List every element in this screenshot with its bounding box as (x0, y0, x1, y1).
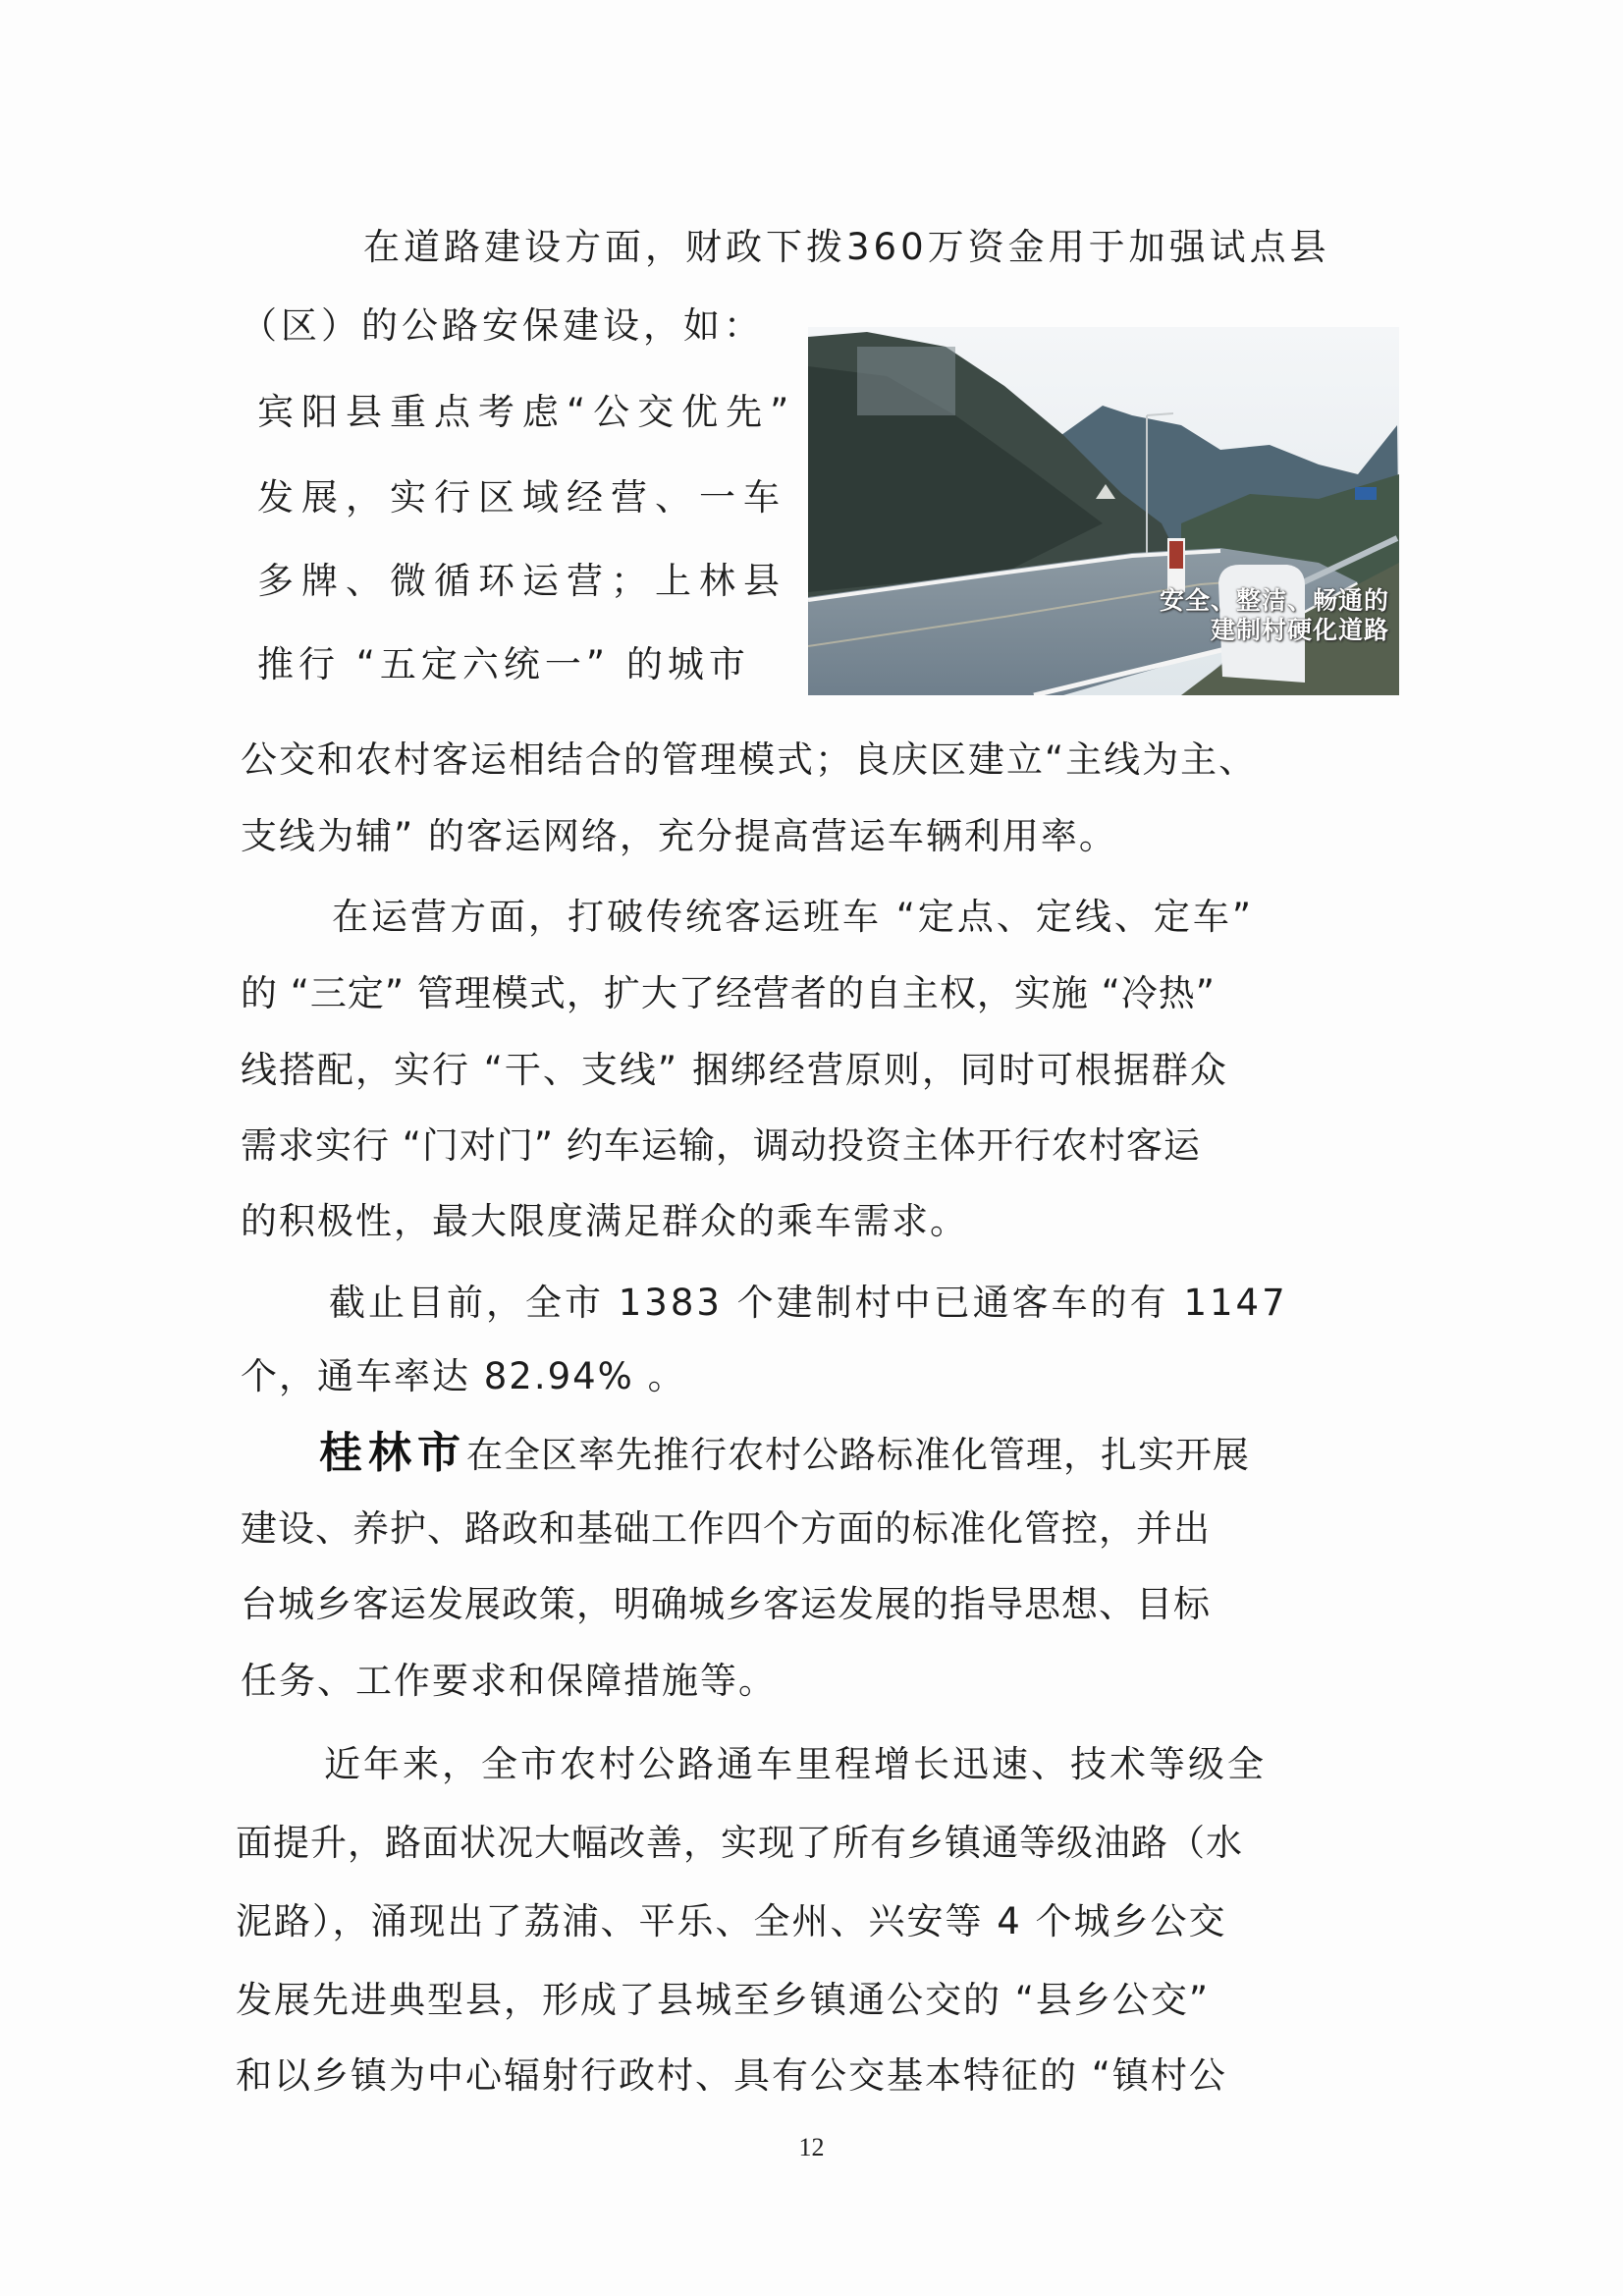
statistics-text: 个，通车率达 82.94% 。 (241, 1355, 686, 1397)
paragraph-line (236, 2054, 1227, 2098)
paragraph-text: 台城乡客运发展政策，明确城乡客运发展的指导思想、目标 (241, 1583, 1211, 1625)
photo-caption (1160, 586, 1389, 645)
paragraph-line (332, 896, 1254, 939)
paragraph-line (241, 1124, 1201, 1168)
paragraph-text: 支线为辅” 的客运网络，充分提高营运车辆利用率。 (241, 815, 1117, 857)
paragraph-line (241, 1583, 1211, 1626)
paragraph-line (257, 643, 750, 686)
paragraph-line (257, 476, 787, 519)
road-photo (808, 327, 1399, 695)
paragraph-text: 在运营方面，打破传统客运班车 “定点、定线、定车” (332, 896, 1255, 938)
paragraph-line (236, 1822, 1243, 1865)
paragraph-text: 推行 “五定六统一” 的城市 (257, 643, 750, 685)
paragraph-line (324, 1743, 1267, 1786)
paragraph-text: 建设、养护、路政和基础工作四个方面的标准化管控，并出 (241, 1507, 1211, 1550)
paragraph-line (241, 1049, 1228, 1092)
paragraph-line (319, 1428, 1250, 1478)
statistics-text: 截止目前，全市 1383 个建制村中已通客车的有 1147 (329, 1282, 1288, 1324)
paragraph-text: 需求实行 “门对门” 约车运输，调动投资主体开行农村客运 (241, 1124, 1201, 1167)
paragraph-text: 公交和农村客运相结合的管理模式；良庆区建立“主线为主、 (241, 738, 1258, 781)
paragraph-text: 宾阳县重点考虑“公交优先” (257, 391, 797, 433)
paragraph-text: 面提升，路面状况大幅改善，实现了所有乡镇通等级油路（水 (236, 1822, 1243, 1864)
paragraph-line (241, 1660, 777, 1703)
paragraph-line (241, 738, 1257, 782)
photo-caption-line: 建制村硬化道路 (1210, 616, 1389, 644)
paragraph-text: 和以乡镇为中心辐射行政村、具有公交基本特征的 “镇村公 (236, 2054, 1227, 2097)
paragraph-line (241, 1355, 686, 1398)
page-number: 12 (798, 2133, 825, 2161)
paragraph-text: 发展，实行区域经营、一车 (257, 476, 787, 519)
paragraph-text: 泥路），涌现出了荔浦、平乐、全州、兴安等 4 个城乡公交 (236, 1900, 1227, 1942)
paragraph-line (241, 1507, 1211, 1551)
paragraph-line (241, 972, 1216, 1015)
paragraph-text: 的 “三定” 管理模式，扩大了经营者的自主权，实施 “冷热” (241, 972, 1216, 1014)
city-heading: 桂林市 (319, 1428, 466, 1478)
paragraph-line (241, 304, 764, 348)
paragraph-line (236, 1979, 1210, 2022)
paragraph-text: 在道路建设方面，财政下拨360万资金用于加强试点县 (363, 226, 1330, 268)
paragraph-text: （区）的公路安保建设，如： (241, 304, 764, 347)
paragraph-text: 发展先进典型县，形成了县城至乡镇通公交的 “县乡公交” (236, 1979, 1211, 2021)
paragraph-line (236, 1900, 1227, 1943)
paragraph-text: 的积极性，最大限度满足群众的乘车需求。 (241, 1200, 968, 1242)
photo-caption-line: 安全、整洁、畅通的 (1159, 586, 1389, 615)
paragraph-line (329, 1282, 1288, 1325)
paragraph-text: 线搭配，实行 “干、支线” 捆绑经营原则，同时可根据群众 (241, 1049, 1228, 1091)
paragraph-line (257, 560, 787, 603)
paragraph-line (241, 1200, 968, 1243)
paragraph-text: 近年来，全市农村公路通车里程增长迅速、技术等级全 (324, 1743, 1267, 1785)
paragraph-text: 多牌、微循环运营；上林县 (257, 560, 787, 602)
paragraph-line (257, 391, 796, 434)
paragraph-line (363, 226, 1377, 269)
paragraph-line (241, 815, 1117, 858)
paragraph-text: 任务、工作要求和保障措施等。 (241, 1660, 777, 1702)
paragraph-text: 在全区率先推行农村公路标准化管理，扎实开展 (466, 1434, 1250, 1476)
